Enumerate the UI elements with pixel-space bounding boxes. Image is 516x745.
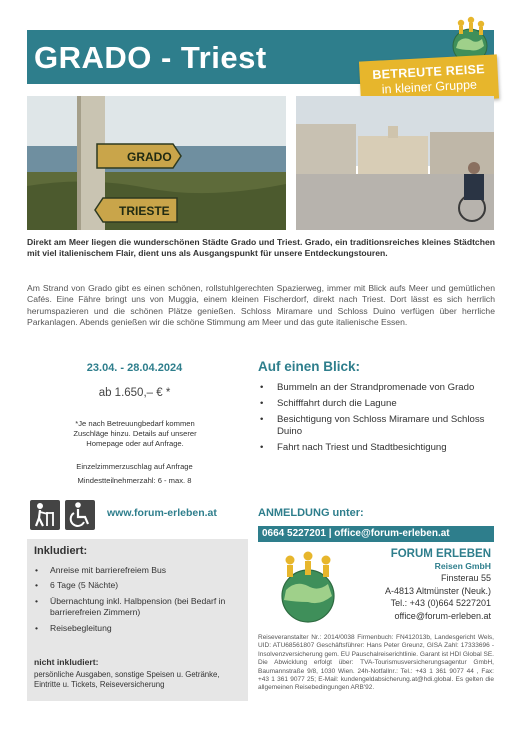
included-list: [34, 565, 242, 638]
list-item: • Fahrt nach Triest und Stadtbesichtigung: [258, 442, 488, 454]
contact-bar[interactable]: 0664 5227201 | office@forum-erleben.at: [258, 526, 494, 542]
badge-title: BETREUTE REISE: [372, 62, 486, 82]
trip-price: ab 1.650,– € *: [98, 387, 171, 399]
list-item: • Besichtigung von Schloss Miramare und Schloss Duino: [258, 414, 488, 439]
wheelchair-icon: [65, 500, 95, 530]
intro-text: Direkt am Meer liegen die wunderschönen Städte Grado und Triest. Grado, ein traditionsreiches kleines Städtchen mit viel italienischem Flair, dient uns als Ausgangspunkt für unsere Entdeckungstouren.: [27, 237, 495, 259]
forum-erleben-logo-icon: [268, 550, 346, 626]
highlights-list: [258, 382, 488, 458]
company-phone[interactable]: Tel.: +43 (0)664 5227201: [390, 598, 491, 608]
price-note: *Je nach Betreuungbedarf kommen Zuschläge hinzu. Details auf unserer Homepage oder auf Anfrage.: [73, 419, 197, 449]
page-title: GRADO - Triest: [34, 40, 267, 75]
company-street: Finsterau 55: [440, 573, 491, 583]
not-included-text: persönliche Ausgaben, sonstige Speisen u. Getränke, Eintritte u. Tickets, Reiseversicherung: [34, 670, 220, 690]
badge-subtitle: in kleiner Gruppe: [381, 77, 478, 97]
list-item: • Reisebegleitung: [34, 623, 242, 634]
list-item: • Bummeln an der Strandpromenade von Grado: [258, 382, 488, 394]
description-text: Am Strand von Grado gibt es einen schönen, rollstuhlgerechten Spazierweg, immer mit Blick aufs Meer und gemütlichen Cafés. Eine Fähre bringt uns von Muggia, einem kleinen Fischerdorf, direkt nach Triest. Dort lässt es sich herrlich herumspazieren und die schönen Plätze genießen. Schloss Miramare und Schloss Duino verfügen über herrliche Parkanlagen. Abends genießen wir die schöne Stimmung am Meer und das gute italienische Essen.: [27, 283, 495, 328]
not-included-heading: nicht inkludiert:: [34, 657, 99, 667]
trip-dates: 23.04. - 28.04.2024: [86, 362, 183, 374]
website-link[interactable]: www.forum-erleben.at: [107, 507, 217, 519]
participant-limit: Mindestteilnehmerzahl: 6 - max. 8: [77, 476, 192, 485]
company-subname: Reisen GmbH: [434, 561, 491, 571]
company-address: [343, 548, 491, 622]
company-city: A-4813 Altmünster (Neuk.): [384, 585, 491, 596]
company-name: FORUM ERLEBEN: [390, 548, 491, 560]
sign-grado-text: GRADO: [127, 150, 172, 164]
list-item: • Übernachtung inkl. Halbpension (bei Bedarf in barrierefreien Zimmern): [34, 596, 242, 619]
list-item: • Anreise mit barrierefreiem Bus: [34, 565, 242, 576]
photo-piazza: [296, 96, 494, 230]
list-item: • 6 Tage (5 Nächte): [34, 580, 242, 591]
list-item: • Schifffahrt durch die Lagune: [258, 398, 488, 410]
single-room-note: Einzelzimmerzuschlag auf Anfrage: [76, 462, 193, 471]
legal-text: Reiseveranstalter Nr.: 2014/0038 Firmenbuch: FN412013b, Landesgericht Wels, UID: ATU68561807 Geschäftsführer: Hans Peter Greunz, GISA Zahl: 17333696 - Insolvenzversicherung gem. EU Pauschalreiserichtlinie. Garant ist HDI Global SE. Die Abwicklung erfolgt über: TVA-Tourismusversicherungsagentur GmbH, Baumannstraße 9/8, 1030 Wien. 24h-Notfallnr.: Tel.: +43 1 361 9077 44 , Fax: +43 1 361 9077 25; E-Mail: kundengeldabsicherung.at@hdi.global. Es gelten die allgemeinen Reisebedingungen ARB'92.: [258, 634, 494, 692]
walker-icon: [30, 500, 60, 530]
registration-heading: ANMELDUNG unter:: [258, 507, 364, 519]
sign-trieste-text: TRIESTE: [119, 204, 170, 218]
photo-signpost: [27, 96, 286, 230]
highlights-heading: Auf einen Blick:: [258, 359, 361, 374]
company-email[interactable]: office@forum-erleben.at: [394, 610, 491, 621]
included-heading: Inkludiert:: [34, 545, 88, 557]
